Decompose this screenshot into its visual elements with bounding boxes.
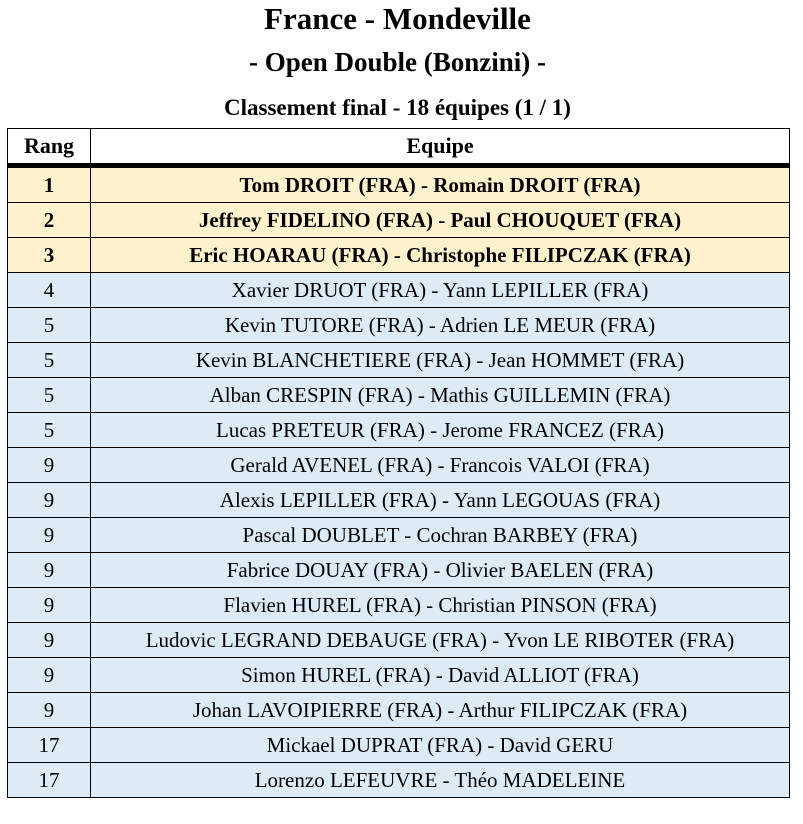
table-row [8,518,790,553]
table-row [8,166,790,203]
rank-cell: 9 [8,693,91,728]
table-row [8,763,790,798]
table-row [8,483,790,518]
rank-cell: 17 [8,728,91,763]
team-cell: Simon HUREL (FRA) - David ALLIOT (FRA) [91,658,790,693]
ranking-table [7,128,790,798]
rank-cell: 2 [8,203,91,238]
column-header-team: Equipe [91,129,790,166]
ranking-title: Classement final - 18 équipes (1 / 1) [224,95,571,120]
table-header-row [8,129,790,166]
rank-cell: 5 [8,378,91,413]
table-row [8,378,790,413]
table-row [8,238,790,273]
team-cell: Eric HOARAU (FRA) - Christophe FILIPCZAK (FRA) [91,238,790,273]
rank-cell: 9 [8,553,91,588]
rank-cell: 9 [8,623,91,658]
table-row [8,448,790,483]
table-row [8,413,790,448]
table-row [8,343,790,378]
table-row [8,588,790,623]
team-cell: Kevin TUTORE (FRA) - Adrien LE MEUR (FRA) [91,308,790,343]
rank-cell: 9 [8,483,91,518]
team-cell: Lucas PRETEUR (FRA) - Jerome FRANCEZ (FRA) [91,413,790,448]
rank-cell: 5 [8,413,91,448]
rank-cell: 5 [8,343,91,378]
team-cell: Gerald AVENEL (FRA) - Francois VALOI (FRA) [91,448,790,483]
table-row [8,728,790,763]
page-subtitle: - Open Double (Bonzini) - [248,47,547,77]
table-row [8,273,790,308]
table-row [8,203,790,238]
team-cell: Tom DROIT (FRA) - Romain DROIT (FRA) [91,166,790,203]
team-cell: Ludovic LEGRAND DEBAUGE (FRA) - Yvon LE RIBOTER (FRA) [91,623,790,658]
team-cell: Jeffrey FIDELINO (FRA) - Paul CHOUQUET (FRA) [91,203,790,238]
rank-cell: 1 [8,166,91,203]
team-cell: Flavien HUREL (FRA) - Christian PINSON (FRA) [91,588,790,623]
table-row [8,693,790,728]
column-header-rank: Rang [8,129,91,166]
team-cell: Mickael DUPRAT (FRA) - David GERU [91,728,790,763]
rank-cell: 17 [8,763,91,798]
team-cell: Alexis LEPILLER (FRA) - Yann LEGOUAS (FRA) [91,483,790,518]
rank-cell: 9 [8,448,91,483]
team-cell: Lorenzo LEFEUVRE - Théo MADELEINE [91,763,790,798]
page-title: France - Mondeville [264,1,531,36]
team-cell: Fabrice DOUAY (FRA) - Olivier BAELEN (FRA) [91,553,790,588]
rank-cell: 5 [8,308,91,343]
table-row [8,308,790,343]
table-row [8,623,790,658]
team-cell: Alban CRESPIN (FRA) - Mathis GUILLEMIN (FRA) [91,378,790,413]
rank-cell: 4 [8,273,91,308]
rank-cell: 9 [8,658,91,693]
table-row [8,658,790,693]
table-row [8,553,790,588]
rank-cell: 9 [8,518,91,553]
rank-cell: 9 [8,588,91,623]
team-cell: Xavier DRUOT (FRA) - Yann LEPILLER (FRA) [91,273,790,308]
team-cell: Kevin BLANCHETIERE (FRA) - Jean HOMMET (FRA) [91,343,790,378]
team-cell: Pascal DOUBLET - Cochran BARBEY (FRA) [91,518,790,553]
rank-cell: 3 [8,238,91,273]
team-cell: Johan LAVOIPIERRE (FRA) - Arthur FILIPCZAK (FRA) [91,693,790,728]
